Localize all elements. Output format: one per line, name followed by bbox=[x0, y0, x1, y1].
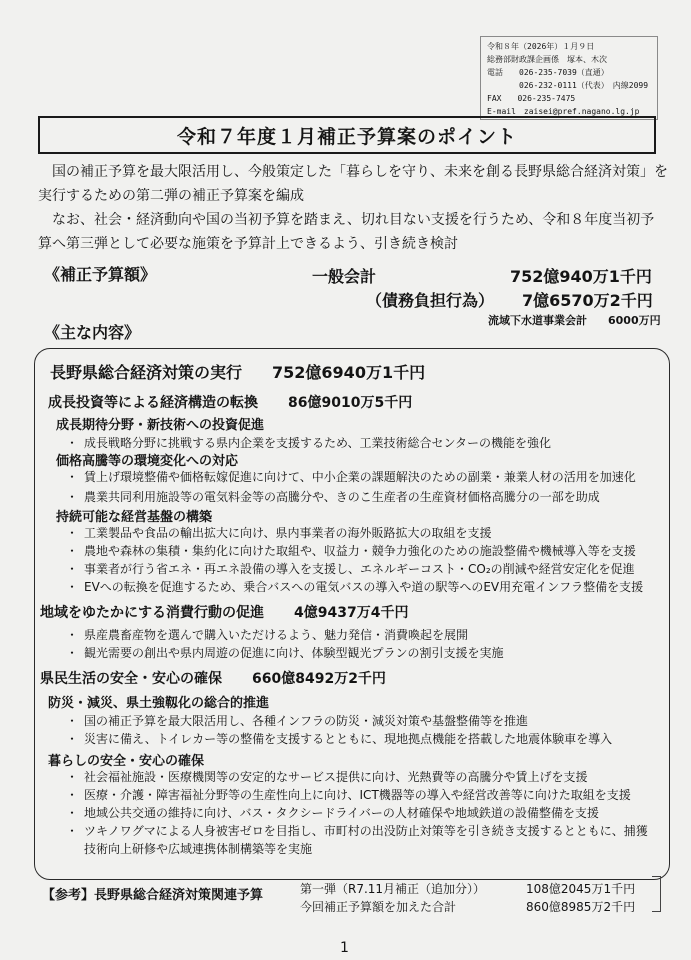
document-title: 令和７年度１月補正予算案のポイント bbox=[38, 116, 656, 154]
contact-info-box bbox=[480, 36, 658, 120]
bullet-item: ・ EVへの転換を促進するため、乗合バスへの電気バスの導入や道の駅等へのEV用充電インフラ整備を支援 bbox=[66, 580, 644, 594]
bullet-item: ・ 医療・介護・障害福祉分野等の生産性向上に向け、ICT機器等の導入や経営改善等に向けた取組を支援 bbox=[66, 788, 631, 802]
section-growth-label: 成長投資等による経済構造の転換 bbox=[48, 395, 258, 411]
bullet-item: ・ 災害に備え、トイレカー等の整備を支援するとともに、現地拠点機能を搭載した地震体験車を導入 bbox=[66, 732, 613, 746]
reference-row1-label: 第一弾（R7.11月補正（追加分）） bbox=[300, 882, 486, 896]
section-consumption bbox=[40, 602, 408, 622]
bullet-item: ・ 農地や森林の集積・集約化に向けた取組や、収益力・競争力強化のための施設整備や機械導入等を支援 bbox=[66, 544, 636, 558]
reference-row1-amount: 108億2045万1千円 bbox=[526, 882, 636, 896]
intro-paragraph: 国の補正予算を最大限活用し、今般策定した「暮らしを守り、未来を創る長野県総合経済対策」を実行するための第二弾の補正予算案を編成 bbox=[38, 164, 668, 204]
section-growth bbox=[48, 392, 412, 412]
total-measures-amount: 752億6940万1千円 bbox=[272, 363, 426, 382]
bullet-item: ・ 成長戦略分野に挑戦する県内企業を支援するため、工業技術総合センターの機能を強化 bbox=[66, 436, 552, 450]
main-content-heading: 《主な内容》 bbox=[44, 323, 141, 342]
section-growth-amount: 86億9010万5千円 bbox=[288, 395, 413, 411]
subsection-heading: 暮らしの安全・安心の確保 bbox=[48, 754, 205, 769]
bullet-item: ・ 賃上げ環境整備や価格転嫁促進に向けて、中小企業の課題解決のための副業・兼業人材の活用を加速化 bbox=[66, 470, 636, 484]
contact-phone-direct: 電話 026-235-7039（直通） bbox=[487, 68, 609, 77]
section-safety bbox=[40, 668, 386, 688]
subsection-heading: 防災・減災、県土強靱化の総合的推進 bbox=[48, 696, 270, 711]
bullet-item: ・ 県産農畜産物を選んで購入いただけるよう、魅力発信・消費喚起を展開 bbox=[66, 628, 469, 642]
bullet-item: ・ 国の補正予算を最大限活用し、各種インフラの防災・減災対策や基盤整備等を推進 bbox=[66, 714, 529, 728]
contact-fax: FAX 026-235-7475 bbox=[487, 94, 576, 103]
section-safety-label: 県民生活の安全・安心の確保 bbox=[40, 671, 222, 687]
bullet-item: ・ 農業共同利用施設等の電気料金等の高騰分や、きのこ生産者の生産資材価格高騰分の一部を助成 bbox=[66, 490, 600, 504]
section-consumption-amount: 4億9437万4千円 bbox=[294, 605, 409, 621]
bullet-item: ・ ツキノワグマによる人身被害ゼロを目指し、市町村の出没防止対策等を引き続き支援するとともに、捕獲 bbox=[66, 824, 648, 838]
reference-row2-label: 今回補正予算額を加えた合計 bbox=[300, 900, 457, 914]
bullet-item: ・ 工業製品や食品の輸出拡大に向け、県内事業者の海外販路拡大の取組を支援 bbox=[66, 526, 492, 540]
bullet-continuation: 技術向上研修や広域連携体制構築等を実施 bbox=[84, 842, 313, 856]
bullet-item: ・ 社会福祉施設・医療機関等の安定的なサービス提供に向け、光熱費等の高騰分や賃上げを支援 bbox=[66, 770, 588, 784]
reference-row2-amount: 860億8985万2千円 bbox=[526, 900, 636, 914]
reference-bracket bbox=[652, 876, 661, 912]
contact-department: 総務部財政課企画係 塚本、木次 bbox=[487, 55, 607, 64]
bullet-item: ・ 事業者が行う省エネ・再エネ設備の導入を支援し、エネルギーコスト・CO₂の削減や経営安定化を促進 bbox=[66, 562, 635, 576]
contact-email: E-mail zaisei@pref.nagano.lg.jp bbox=[487, 107, 640, 116]
reference-label: 【参考】長野県総合経済対策関連予算 bbox=[42, 888, 264, 903]
contact-phone-main: 026-232-0111（代表） 内線2099 bbox=[487, 81, 649, 90]
total-measures bbox=[50, 360, 425, 383]
contact-date: 令和８年（2026年）１月９日 bbox=[487, 42, 595, 51]
intro-text bbox=[38, 160, 668, 256]
sewer-account-amount: 6000万円 bbox=[608, 314, 661, 327]
section-safety-amount: 660億8492万2千円 bbox=[252, 671, 386, 687]
debt-burden-label: （債務負担行為） bbox=[366, 291, 495, 310]
intro-paragraph: なお、社会・経済動向や国の当初予算を踏まえ、切れ目ない支援を行うため、令和８年度当初予算へ第三弾として必要な施策を予算計上できるよう、引き続き検討 bbox=[38, 212, 655, 252]
bullet-item: ・ 地域公共交通の維持に向け、バス・タクシードライバーの人材確保や地域鉄道の設備整備を支援 bbox=[66, 806, 599, 820]
general-account-amount: 752億940万1千円 bbox=[510, 267, 652, 286]
section-consumption-label: 地域をゆたかにする消費行動の促進 bbox=[40, 605, 264, 621]
page-number: 1 bbox=[340, 940, 349, 956]
subsection-heading: 成長期待分野・新技術への投資促進 bbox=[56, 418, 265, 433]
subsection-heading: 価格高騰等の環境変化への対応 bbox=[56, 454, 239, 469]
bullet-item: ・ 観光需要の創出や県内周遊の促進に向け、体験型観光プランの割引支援を実施 bbox=[66, 646, 504, 660]
budget-heading: 《補正予算額》 bbox=[44, 265, 157, 284]
total-measures-label: 長野県総合経済対策の実行 bbox=[50, 363, 243, 382]
subsection-heading: 持続可能な経営基盤の構築 bbox=[56, 510, 213, 525]
debt-burden-amount: 7億6570万2千円 bbox=[522, 291, 653, 310]
general-account-label: 一般会計 bbox=[312, 267, 377, 286]
sewer-account-label: 流域下水道事業会計 bbox=[488, 314, 587, 327]
